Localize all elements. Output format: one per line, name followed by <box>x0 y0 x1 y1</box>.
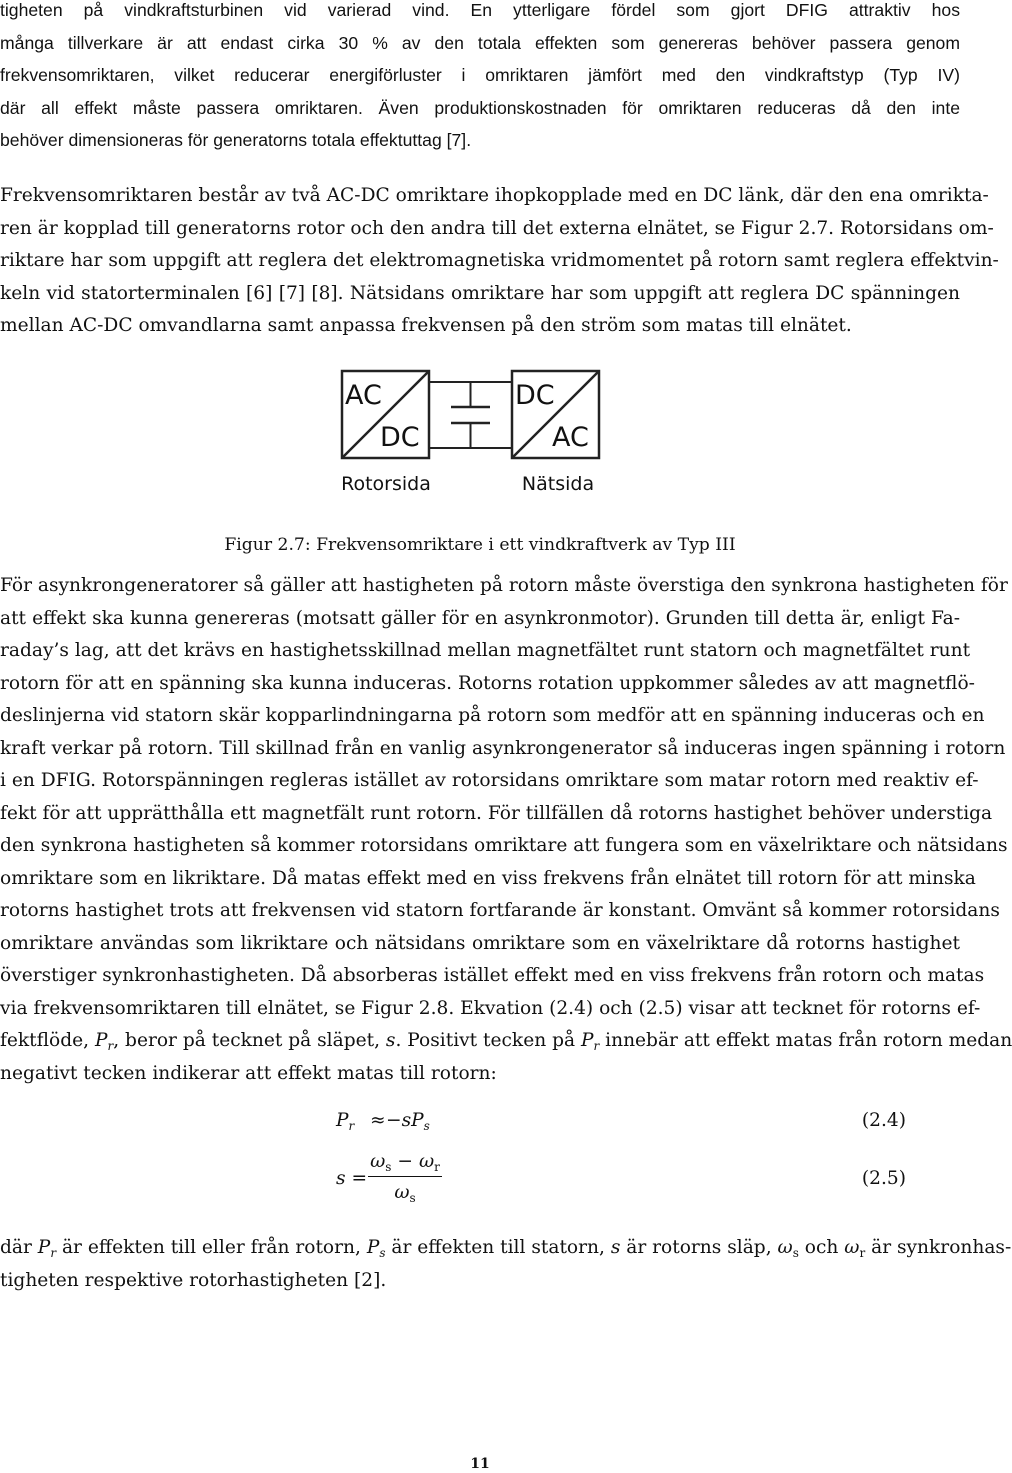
text-line-with-math <box>0 1025 1012 1058</box>
symbol: P <box>580 1030 594 1051</box>
right-box-top-label: DC <box>515 380 555 411</box>
converter-diagram <box>0 0 999 520</box>
minus-sign: − <box>397 1151 413 1172</box>
subscript: r <box>859 1246 866 1260</box>
text-line: att effekt ska kunna genereras (motsatt gäller för en asynkronmotor). Grunden till detta är, enligt Fa- <box>0 607 960 629</box>
text-line: keln vid statorterminalen [6] [7] [8]. Nätsidans omriktare har som uppgift att reglera DC spänningen <box>0 282 960 304</box>
symbol-p-s <box>367 1237 386 1258</box>
text-line: omriktare som en likriktare. Då matas effekt med en viss frekvens från elnätet till rotorn för att minska <box>0 867 976 889</box>
text-line: mellan AC-DC omvandlarna samt anpassa frekvensen på den ström som matas till elnätet. <box>0 315 852 336</box>
text-line: deslinjerna vid statorn skär kopparlindningarna på rotorn som medför att en spänning induceras och en <box>0 705 985 726</box>
symbol-s: s <box>385 1030 396 1051</box>
subscript: r <box>50 1246 57 1260</box>
symbol: −sP <box>386 1110 424 1131</box>
text-line: rotorn för att en spänning ska kunna induceras. Rotorns rotation uppkommer således av att magnetflö- <box>0 672 975 694</box>
text-segment: är effekten till statorn, <box>385 1237 611 1258</box>
equation-2-5 <box>0 1150 960 1210</box>
text-segment: . Positivt tecken på <box>395 1030 581 1051</box>
subscript: r <box>434 1160 440 1174</box>
fraction-bar <box>368 1176 442 1177</box>
omega-symbol: ω <box>419 1151 435 1172</box>
text-line: ren är kopplad till generatorns rotor och den andra till det externa elnätet, se Figur 2.7. Rotorsidans om- <box>0 217 994 239</box>
text-line: rotorns hastighet trots att frekvensen vid statorn fortfarande är konstant. Omvänt så kommer rotorsidans <box>0 900 1000 921</box>
text-line: behöver dimensioneras för generatorns totala effektuttag [7]. <box>0 130 472 150</box>
text-line: den synkrona hastigheten så kommer rotorsidans omriktare att fungera som en växelriktare och nätsidans <box>0 835 1008 856</box>
text-line: negativt tecken indikerar att effekt matas till rotorn: <box>0 1062 497 1084</box>
text-line: många tillverkare är att endast cirka 30 % av den totala effekten som genereras behöver passera genom <box>0 32 960 53</box>
text-segment: fektflöde, <box>0 1030 95 1051</box>
subscript: s <box>423 1119 430 1133</box>
symbol-p-r <box>95 1030 113 1051</box>
text-line: där all effekt måste passera omriktaren. Även produktionskostnaden för omriktaren reduceras då den inte <box>0 97 960 118</box>
left-box-top-label: AC <box>345 380 382 411</box>
equation-number: (2.4) <box>861 1110 906 1131</box>
fraction-numerator <box>368 1150 442 1174</box>
omega-symbol: ω <box>394 1182 410 1203</box>
symbol-s: s <box>610 1237 621 1258</box>
symbol-omega-s <box>778 1237 799 1258</box>
symbol: P <box>37 1237 51 1258</box>
symbol: ω <box>777 1237 793 1258</box>
left-box-bottom-label: DC <box>380 422 420 453</box>
text-line: överstiger synkronhastigheten. Då absorberas istället effekt med en viss frekvens från rotorn och matas <box>0 965 985 986</box>
text-line: raday’s lag, att det krävs en hastighetsskillnad mellan magnetfältet runt statorn och magnetfältet runt <box>0 640 971 661</box>
text-segment: innebär att effekt matas från rotorn medan <box>599 1030 1012 1051</box>
text-segment: där <box>0 1237 38 1258</box>
text-segment: och <box>798 1237 845 1258</box>
fraction <box>368 1150 442 1205</box>
symbol: P <box>336 1110 349 1131</box>
text-segment: är effekten till eller från rotorn, <box>56 1237 367 1258</box>
equation-number: (2.5) <box>861 1168 906 1189</box>
text-line: i en DFIG. Rotorspänningen regleras istället av rotorsidans omriktare som matar rotorn med reaktiv ef- <box>0 770 979 791</box>
text-line: via frekvensomriktaren till elnätet, se Figur 2.8. Ekvation (2.4) och (2.5) visar att tecknet för rotorns ef- <box>0 997 981 1019</box>
equation-2-4 <box>0 1110 960 1140</box>
rotor-side-label: Rotorsida <box>341 473 431 495</box>
grid-side-label: Nätsida <box>521 473 595 495</box>
symbol-p-r <box>581 1030 599 1051</box>
text-line: För asynkrongeneratorer så gäller att hastigheten på rotorn måste överstiga den synkrona hastigheten för <box>0 575 1008 596</box>
text-line: omriktare användas som likriktare och nätsidans omriktare som en växelriktare då rotorns hastighet <box>0 932 960 954</box>
figure-caption: Figur 2.7: Frekvensomriktare i ett vindkraftverk av Typ III <box>224 535 736 555</box>
fraction-denominator <box>368 1181 442 1205</box>
subscript: s <box>385 1160 392 1174</box>
text-line-with-math <box>0 1232 1012 1265</box>
text-line: kraft verkar på rotorn. Till skillnad från en vanlig asynkrongenerator så induceras ingen spänning i rotorn <box>0 737 1006 759</box>
approx-sign: ≈ <box>370 1110 386 1131</box>
text-segment: är rotorns släp, <box>620 1237 778 1258</box>
paragraph-symbol-definitions <box>0 1232 1012 1297</box>
subscript: s <box>379 1246 386 1260</box>
page-number: 11 <box>470 1456 490 1472</box>
equation-lhs <box>336 1110 354 1133</box>
text-segment: är synkronhas- <box>865 1237 1012 1258</box>
symbol-p-r <box>38 1237 56 1258</box>
text-line: Frekvensomriktaren består av två AC-DC omriktare ihopkopplade med en DC länk, där den ena omrikta- <box>0 185 989 206</box>
text-line: riktare har som uppgift att reglera det elektromagnetiska vridmomentet på rotorn samt reglera effektvin- <box>0 250 999 271</box>
paragraph-asynchronous-generator <box>0 570 1012 1090</box>
symbol: ω <box>844 1237 860 1258</box>
equation-rhs <box>386 1110 430 1133</box>
figure-converter-diagram <box>0 0 999 560</box>
omega-symbol: ω <box>370 1151 386 1172</box>
subscript: s <box>409 1191 416 1205</box>
text-segment: , beror på tecknet på släpet, <box>113 1030 386 1051</box>
text-line: tigheten på vindkraftsturbinen vid varierad vind. En ytterligare fördel som gjort DFIG attraktiv hos <box>0 0 960 20</box>
symbol: P <box>94 1030 108 1051</box>
text-line: tigheten respektive rotorhastigheten [2]. <box>0 1269 387 1291</box>
symbol: P <box>366 1237 380 1258</box>
text-line: frekvensomriktaren, vilket reducerar energiförluster i omriktaren jämfört med den vindkraftstyp (Typ IV) <box>0 65 960 85</box>
symbol-omega-r <box>844 1237 865 1258</box>
subscript: r <box>348 1119 355 1133</box>
subscript: s <box>792 1246 799 1260</box>
subscript: r <box>107 1039 114 1053</box>
text-line: fekt för att upprätthålla ett magnetfält runt rotorn. För tillfällen då rotorns hastighet behöver understiga <box>0 802 993 824</box>
equation-lhs: s = <box>336 1168 368 1189</box>
subscript: r <box>593 1039 600 1053</box>
right-box-bottom-label: AC <box>552 422 589 453</box>
